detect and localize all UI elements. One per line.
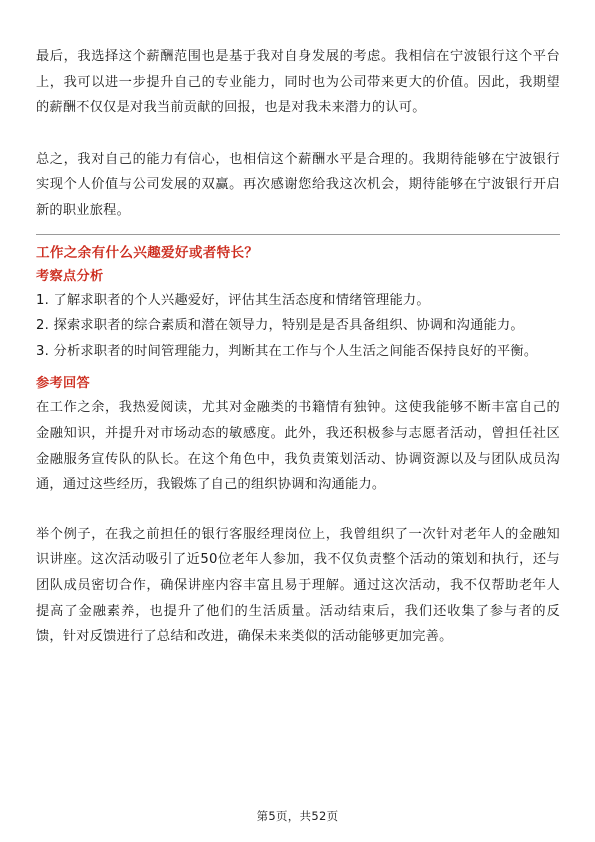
analysis-list — [36, 288, 560, 365]
body-paragraph: 最后，我选择这个薪酬范围也是基于我对自身发展的考虑。我相信在宁波银行这个平台上，我可以进一步提升自己的专业能力，同时也为公司带来更大的价值。因此，我期望的薪酬不仅仅是对我当前贡献的回报，也是对我未来潜力的认可。 — [36, 49, 560, 116]
list-item: 3. 分析求职者的时间管理能力，判断其在工作与个人生活之间能否保持良好的平衡。 — [36, 343, 538, 359]
section-divider — [36, 234, 560, 235]
answer-label: 参考回答 — [36, 376, 90, 392]
answer-paragraph: 在工作之余，我热爱阅读，尤其对金融类的书籍情有独钟。这使我能够不断丰富自己的金融知识，并提升对市场动态的敏感度。此外，我还积极参与志愿者活动，曾担任社区金融服务宣传队的队长。在这个角色中，我负责策划活动、协调资源以及与团队成员沟通，通过这些经历，我锻炼了自己的组织协调和沟通能力。 — [36, 400, 560, 493]
page-number: 第5页，共52页 — [256, 809, 339, 823]
body-paragraph: 总之，我对自己的能力有信心，也相信这个薪酬水平是合理的。我期待能够在宁波银行实现个人价值与公司发展的双赢。再次感谢您给我这次机会，期待能够在宁波银行开启新的职业旅程。 — [36, 151, 560, 218]
list-item: 1. 了解求职者的个人兴趣爱好，评估其生活态度和情绪管理能力。 — [36, 292, 430, 308]
list-item: 2. 探索求职者的综合素质和潜在领导力，特别是是否具备组织、协调和沟通能力。 — [36, 318, 524, 334]
document-page — [36, 44, 560, 650]
analysis-label: 考察点分析 — [36, 268, 104, 284]
question-heading: 工作之余有什么兴趣爱好或者特长？ — [36, 244, 259, 261]
answer-paragraph: 举个例子，在我之前担任的银行客服经理岗位上，我曾组织了一次针对老年人的金融知识讲座。这次活动吸引了近50位老年人参加，我不仅负责整个活动的策划和执行，还与团队成员密切合作，确保讲座内容丰富且易于理解。通过这次活动，我不仅帮助老年人提高了金融素养，也提升了他们的生活质量。活动结束后，我们还收集了参与者的反馈，针对反馈进行了总结和改进，确保未来类似的活动能够更加完善。 — [36, 526, 560, 645]
